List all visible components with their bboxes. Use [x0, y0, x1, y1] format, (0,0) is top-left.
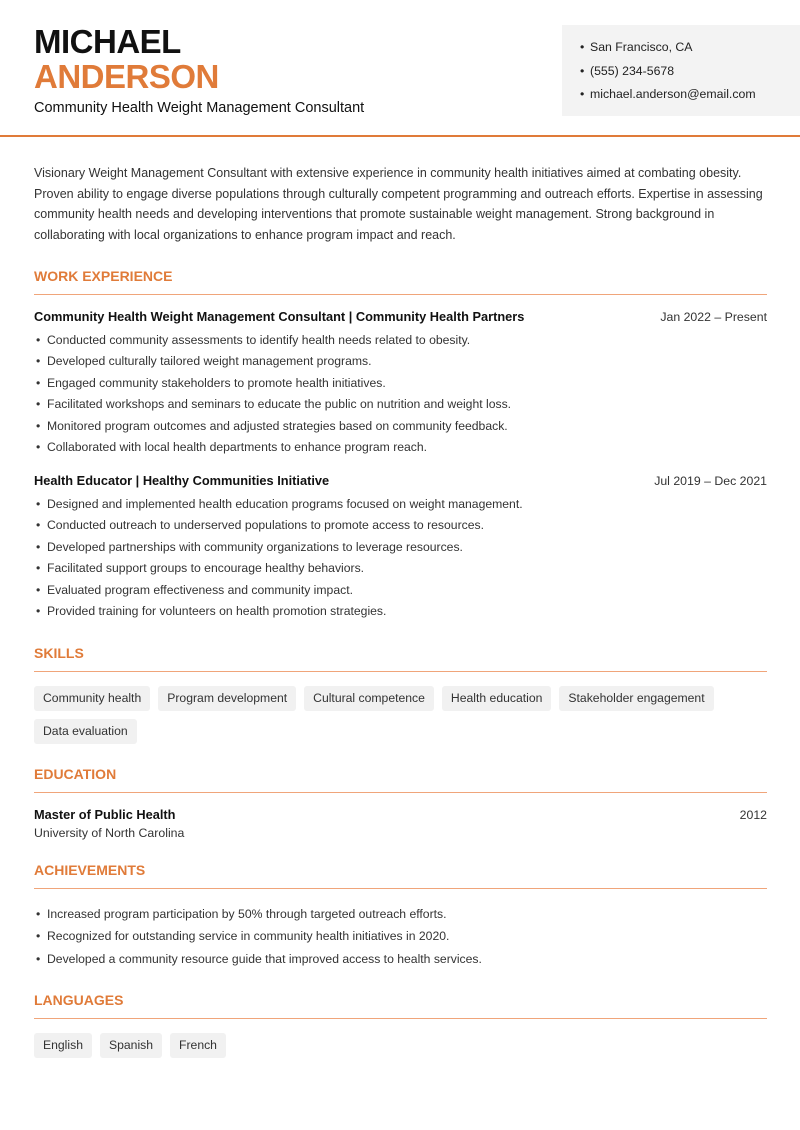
- list-item: • Designed and implemented health education programs focused on weight management.: [34, 494, 767, 516]
- candidate-name: [34, 24, 219, 94]
- school-name: University of North Carolina: [34, 825, 185, 840]
- skills-tags: [34, 686, 767, 744]
- graduation-year: 2012: [739, 807, 767, 822]
- skill-tag: Health education: [442, 686, 551, 711]
- education-section: [34, 766, 767, 840]
- skill-tag: Community health: [34, 686, 150, 711]
- list-item: • Recognized for outstanding service in community health initiatives in 2020.: [34, 925, 767, 948]
- list-item: • Facilitated workshops and seminars to educate the public on nutrition and weight loss.: [34, 394, 767, 416]
- degree: Master of Public Health: [34, 806, 176, 822]
- resume-body: [34, 163, 767, 1058]
- language-tag: Spanish: [100, 1033, 162, 1058]
- section-heading: SKILLS: [34, 645, 767, 672]
- section-heading: LANGUAGES: [34, 992, 767, 1019]
- languages-section: [34, 992, 767, 1058]
- work-experience-section: [34, 268, 767, 623]
- list-item: • Facilitated support groups to encourage healthy behaviors.: [34, 558, 767, 580]
- list-item: • Conducted community assessments to identify health needs related to obesity.: [34, 330, 767, 352]
- skill-tag: Cultural competence: [304, 686, 434, 711]
- contact-location: • San Francisco, CA: [580, 38, 800, 62]
- list-item: • Monitored program outcomes and adjusted strategies based on community feedback.: [34, 416, 767, 438]
- job-title: Community Health Weight Management Consultant: [34, 100, 365, 116]
- summary: Visionary Weight Management Consultant with extensive experience in community health initiatives aimed at combating obesity. Proven ability to engage diverse populations through culturally competent programming and outreach efforts. Expertise in assessing community health needs and developing interventions that promote sustainable weight management. Strong background in collaborating with local organizations to enhance program impact and reach.: [34, 166, 763, 243]
- list-item: • Evaluated program effectiveness and community impact.: [34, 580, 767, 602]
- skill-tag: Data evaluation: [34, 719, 137, 744]
- list-item: • Developed partnerships with community organizations to leverage resources.: [34, 537, 767, 559]
- resume-header: [0, 0, 800, 137]
- list-item: • Increased program participation by 50% through targeted outreach efforts.: [34, 903, 767, 926]
- contact-email: • michael.anderson@email.com: [580, 85, 800, 109]
- list-item: • Engaged community stakeholders to promote health initiatives.: [34, 373, 767, 395]
- contact-box: [562, 25, 800, 116]
- language-tags: [34, 1033, 767, 1058]
- section-heading: EDUCATION: [34, 766, 767, 793]
- skills-section: [34, 645, 767, 744]
- skill-tag: Stakeholder engagement: [559, 686, 713, 711]
- job-role: Health Educator | Healthy Communities Initiative: [34, 472, 330, 488]
- job-entry: [34, 309, 767, 459]
- last-name: ANDERSON: [34, 58, 219, 95]
- job-date: Jan 2022 – Present: [660, 309, 767, 324]
- section-heading: ACHIEVEMENTS: [34, 862, 767, 889]
- list-item: • Provided training for volunteers on health promotion strategies.: [34, 601, 767, 623]
- list-item: • Developed culturally tailored weight management programs.: [34, 351, 767, 373]
- list-item: • Conducted outreach to underserved populations to promote access to resources.: [34, 515, 767, 537]
- language-tag: English: [34, 1033, 92, 1058]
- section-heading: WORK EXPERIENCE: [34, 268, 767, 295]
- list-item: • Developed a community resource guide that improved access to health services.: [34, 948, 767, 971]
- job-role: Community Health Weight Management Consultant | Community Health Partners: [34, 308, 525, 324]
- language-tag: French: [170, 1033, 226, 1058]
- job-entry: [34, 473, 767, 623]
- achievements-section: [34, 862, 767, 971]
- skill-tag: Program development: [158, 686, 296, 711]
- contact-phone: • (555) 234-5678: [580, 62, 800, 86]
- job-date: Jul 2019 – Dec 2021: [654, 473, 767, 488]
- first-name: MICHAEL: [34, 23, 181, 60]
- list-item: • Collaborated with local health departments to enhance program reach.: [34, 437, 767, 459]
